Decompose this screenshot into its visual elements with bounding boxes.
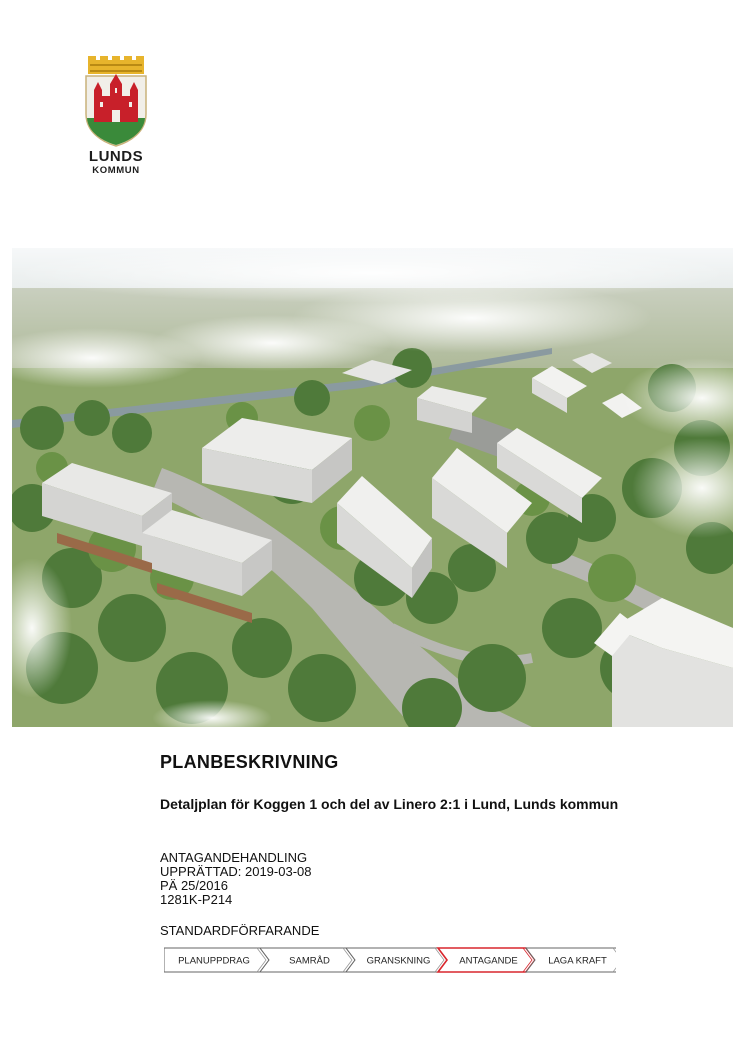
stage-label: LAGA KRAFT	[548, 955, 607, 967]
coat-of-arms-icon	[78, 56, 154, 148]
document-title: PLANBESKRIVNING	[160, 752, 339, 772]
document-status: ANTAGANDEHANDLING	[160, 850, 308, 865]
aerial-render-image	[12, 248, 733, 727]
process-stages	[164, 945, 616, 975]
stage-label: ANTAGANDE	[459, 955, 518, 967]
procedure-type: STANDARDFÖRFARANDE	[160, 923, 320, 938]
stage-label: SAMRÅD	[289, 955, 330, 967]
logo-text-kommun: KOMMUN	[92, 165, 140, 176]
pa-number: PÄ 25/2016	[160, 878, 228, 893]
prepared-date: UPPRÄTTAD: 2019-03-08	[160, 864, 312, 879]
stage-label: GRANSKNING	[366, 955, 431, 967]
reference-number: 1281K-P214	[160, 892, 233, 907]
stage-label: PLANUPPDRAG	[178, 955, 250, 967]
document-subtitle: Detaljplan för Koggen 1 och del av Linero 2:1 i Lund, Lunds kommun	[160, 796, 619, 812]
logo-text-lunds: LUNDS	[88, 148, 144, 165]
